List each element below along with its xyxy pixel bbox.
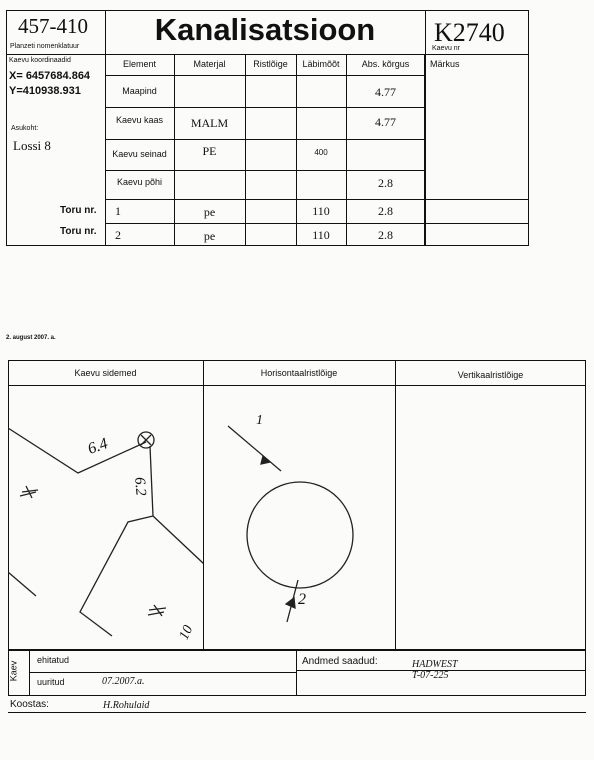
table-row-diameter: 400	[314, 148, 328, 157]
coords-label: Kaevu koordinaadid	[9, 57, 71, 64]
coord-y: Y=410938.931	[9, 85, 81, 97]
col-header-element: Element	[122, 59, 157, 69]
pipe-elevation: 2.8	[378, 204, 393, 218]
house-number-label: 10	[176, 623, 197, 643]
well-side-label: Kaev	[8, 660, 19, 682]
sheet-number: 457-410	[18, 14, 88, 38]
location-label: Asukoht:	[11, 125, 39, 132]
panel-title-ties: Kaevu sidemed	[74, 368, 137, 378]
col-header-material: Materjal	[193, 59, 226, 69]
sheet-number-label: Planzeti nomenklatuur	[10, 43, 80, 50]
col-header-diameter: Läbimõõt	[302, 59, 340, 69]
table-row-elevation: 4.77	[375, 85, 396, 99]
table-row-elevation: 2.8	[378, 176, 393, 190]
compiled-label: Koostas:	[10, 699, 49, 710]
pipe-in-label: 1	[256, 413, 263, 428]
table-row-elevation: 4.77	[375, 115, 396, 129]
horizontal-section-sketch	[203, 386, 395, 650]
coord-x: X= 6457684.864	[9, 70, 91, 82]
col-header-cross: Ristlõige	[253, 59, 288, 69]
pipe-number: 2	[115, 228, 121, 242]
document-date: 2. august 2007. a.	[6, 335, 56, 341]
location-value: Lossi 8	[13, 138, 51, 153]
pipe-elevation: 2.8	[378, 228, 393, 242]
page-title: Kanalisatsioon	[154, 12, 376, 47]
table-row-material: MALM	[190, 116, 229, 130]
well-number-label: Kaevu nr	[432, 45, 461, 52]
sketch-dimension-2: 6.2	[131, 476, 149, 497]
compiled-by: H.Rohulaid	[103, 700, 150, 711]
col-header-elevation: Abs. kõrgus	[361, 59, 410, 69]
data-source-label: Andmed saadud:	[302, 656, 378, 667]
well-number: K2740	[434, 18, 505, 47]
pipe-material: pe	[203, 229, 216, 243]
table-row-element: Kaevu põhi	[116, 177, 163, 187]
pipe-label-1: Toru nr.	[60, 205, 97, 216]
measured-value: 07.2007.a.	[102, 676, 145, 687]
sketch-dimension-1: 6.4	[85, 435, 111, 458]
table-row-material: PE	[202, 144, 217, 158]
ties-sketch	[8, 386, 203, 650]
panel-title-vertical: Vertikaalristlõige	[457, 370, 524, 380]
data-source-value: HADWEST	[412, 659, 458, 670]
pipe-material: pe	[203, 205, 216, 219]
pipe-out-label: 2	[298, 591, 306, 608]
pipe-diameter: 110	[312, 228, 330, 242]
panel-title-horizontal: Horisontaalristlõige	[260, 368, 338, 378]
pipe-diameter: 110	[312, 204, 330, 218]
table-row-element: Kaevu kaas	[115, 115, 164, 125]
built-label: ehitatud	[37, 655, 70, 665]
pipe-label-2: Toru nr.	[60, 226, 97, 237]
well-circle-icon	[247, 482, 353, 588]
table-row-element: Kaevu seinad	[112, 149, 167, 159]
col-header-notes: Märkus	[430, 59, 460, 69]
data-source-ref: T-07-225	[412, 670, 449, 681]
measured-label: uuritud	[37, 677, 65, 687]
pipe-number: 1	[115, 204, 121, 218]
table-row-element: Maapind	[122, 86, 157, 96]
